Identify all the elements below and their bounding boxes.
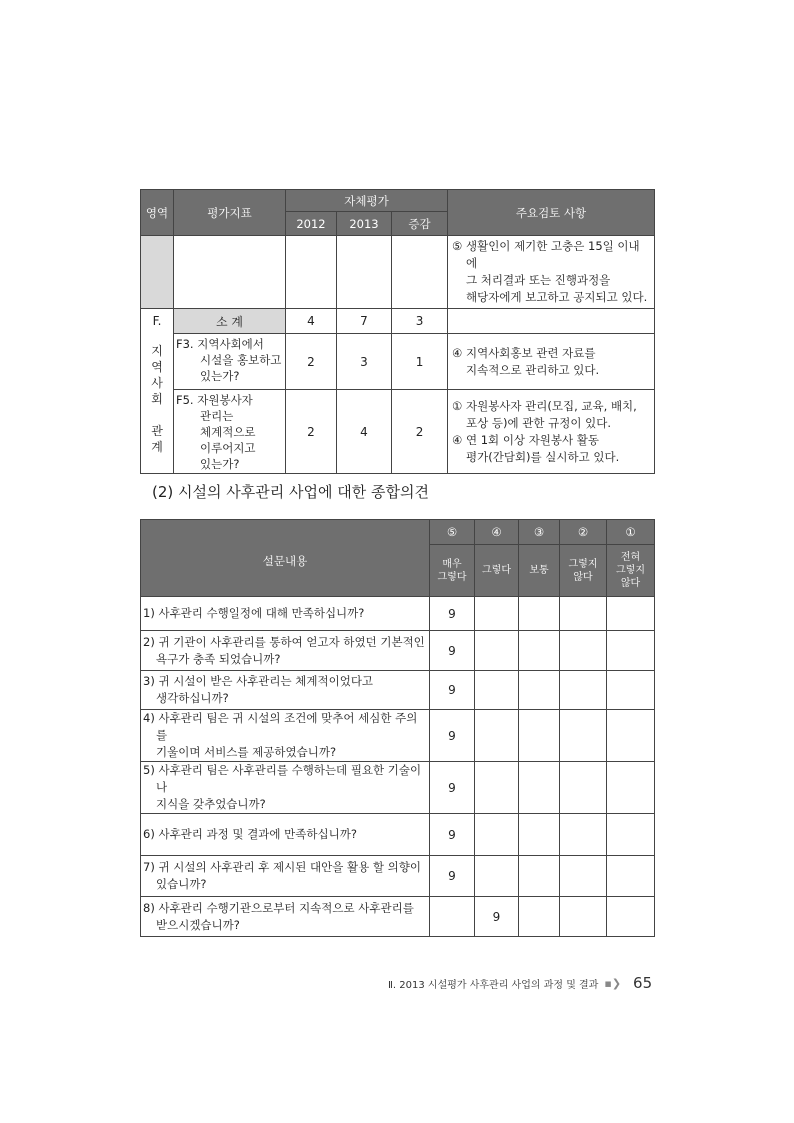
answer-cell: 9 xyxy=(430,631,475,671)
answer-cell xyxy=(519,671,560,710)
survey-table xyxy=(140,519,655,937)
area-name: F. 지 역 사 회 관 계 xyxy=(141,309,174,474)
answer-cell xyxy=(607,597,655,631)
table-row xyxy=(141,597,655,631)
answer-cell xyxy=(475,597,519,631)
evaluation-table xyxy=(140,189,655,474)
answer-cell xyxy=(607,631,655,671)
answer-cell xyxy=(475,671,519,710)
table-row xyxy=(141,631,655,671)
answer-cell: 9 xyxy=(430,597,475,631)
scale-label: 전혀 그렇지 않다 xyxy=(607,545,655,597)
carry-row xyxy=(141,236,655,309)
question-text: 6) 사후관리 과정 및 결과에 만족하십니까? xyxy=(141,814,430,856)
table-row xyxy=(141,671,655,710)
indicator-row: F5. 자원봉사자 관리는 체계적으로 이루어지고 있는가? 2 4 2 ① 자원봉사자 관리(모집, 교육, 배치, 포상 등)에 관한 규정이 있다. ④ 연 1회 이상 자원봉사 활동 평가(간담회)를 실시하고 있다. xyxy=(141,390,655,474)
answer-cell: 9 xyxy=(430,814,475,856)
header-question: 설문내용 xyxy=(141,520,430,597)
question-text: 3) 귀 시설이 받은 사후관리는 체계적이었다고 생각하십니까? xyxy=(141,671,430,710)
answer-cell: 9 xyxy=(430,762,475,814)
footer-text: Ⅱ. 2013 시설평가 사후관리 사업의 과정 및 결과 xyxy=(388,979,599,991)
header-self-eval: 자체평가 xyxy=(286,190,448,212)
answer-cell xyxy=(560,762,607,814)
scale-num: ④ xyxy=(475,520,519,545)
survey-body xyxy=(141,597,655,937)
header-2012: 2012 xyxy=(286,212,337,236)
answer-cell xyxy=(560,710,607,762)
scale-num: ⑤ xyxy=(430,520,475,545)
question-text: 2) 귀 기관이 사후관리를 통하여 얻고자 하였던 기본적인 욕구가 충족 되었습니까? xyxy=(141,631,430,671)
answer-cell xyxy=(519,762,560,814)
remark-cell: ④ 지역사회홍보 관련 자료를 지속적으로 관리하고 있다. xyxy=(448,334,655,390)
subtotal-change: 3 xyxy=(392,309,448,334)
answer-cell: 9 xyxy=(430,710,475,762)
header-remarks: 주요검토 사항 xyxy=(448,190,655,236)
answer-cell xyxy=(607,814,655,856)
answer-cell xyxy=(475,762,519,814)
question-text: 1) 사후관리 수행일정에 대해 만족하십니까? xyxy=(141,597,430,631)
page-footer xyxy=(388,974,652,992)
page-number: 65 xyxy=(633,974,653,992)
answer-cell xyxy=(475,710,519,762)
answer-cell xyxy=(560,897,607,937)
answer-cell xyxy=(475,814,519,856)
question-text: 8) 사후관리 수행기관으로부터 지속적으로 사후관리를 받으시겠습니까? xyxy=(141,897,430,937)
answer-cell xyxy=(607,710,655,762)
remark-cell: ⑤ 생활인이 제기한 고충은 15일 이내에 그 처리결과 또는 진행과정을 해당자에게 보고하고 공지되고 있다. xyxy=(448,236,655,309)
scale-num: ① xyxy=(607,520,655,545)
answer-cell xyxy=(560,631,607,671)
subtotal-2012: 4 xyxy=(286,309,337,334)
chevron-right-icon: ▪❯ xyxy=(604,976,622,990)
scale-label: 매우 그렇다 xyxy=(430,545,475,597)
answer-cell: 9 xyxy=(430,856,475,897)
header-area: 영역 xyxy=(141,190,174,236)
answer-cell xyxy=(607,856,655,897)
area-cell xyxy=(141,236,174,309)
answer-cell xyxy=(519,897,560,937)
table-row xyxy=(141,814,655,856)
section-title: (2) 시설의 사후관리 사업에 대한 종합의견 xyxy=(152,483,429,501)
answer-cell xyxy=(519,597,560,631)
answer-cell xyxy=(475,631,519,671)
table-row xyxy=(141,856,655,897)
answer-cell xyxy=(560,671,607,710)
subtotal-row xyxy=(141,309,655,334)
table-row xyxy=(141,897,655,937)
answer-cell xyxy=(607,762,655,814)
answer-cell xyxy=(519,856,560,897)
table-row xyxy=(141,762,655,814)
remark-cell: ① 자원봉사자 관리(모집, 교육, 배치, 포상 등)에 관한 규정이 있다. ④ 연 1회 이상 자원봉사 활동 평가(간담회)를 실시하고 있다. xyxy=(448,390,655,474)
header-change: 증감 xyxy=(392,212,448,236)
answer-cell xyxy=(475,856,519,897)
scale-num: ③ xyxy=(519,520,560,545)
question-text: 4) 사후관리 팀은 귀 시설의 조건에 맞추어 세심한 주의를 기울이며 서비스를 제공하였습니까? xyxy=(141,710,430,762)
table-row xyxy=(141,710,655,762)
answer-cell xyxy=(430,897,475,937)
answer-cell xyxy=(519,631,560,671)
indicator-cell: F3. 지역사회에서 시설을 홍보하고 있는가? xyxy=(174,334,286,390)
answer-cell xyxy=(607,897,655,937)
scale-num: ② xyxy=(560,520,607,545)
answer-cell xyxy=(519,710,560,762)
scale-label: 그렇지 않다 xyxy=(560,545,607,597)
answer-cell xyxy=(607,671,655,710)
question-text: 7) 귀 시설의 사후관리 후 제시된 대안을 활용 할 의향이 있습니까? xyxy=(141,856,430,897)
answer-cell xyxy=(560,814,607,856)
answer-cell xyxy=(560,856,607,897)
answer-cell xyxy=(519,814,560,856)
answer-cell: 9 xyxy=(430,671,475,710)
indicator-row: F3. 지역사회에서 시설을 홍보하고 있는가? 2 3 1 ④ 지역사회홍보 관련 자료를 지속적으로 관리하고 있다. xyxy=(141,334,655,390)
scale-label: 그렇다 xyxy=(475,545,519,597)
header-indicator: 평가지표 xyxy=(174,190,286,236)
subtotal-label: 소 계 xyxy=(174,309,286,334)
scale-label: 보통 xyxy=(519,545,560,597)
question-text: 5) 사후관리 팀은 사후관리를 수행하는데 필요한 기술이나 지식을 갖추었습니까? xyxy=(141,762,430,814)
answer-cell: 9 xyxy=(475,897,519,937)
header-2013: 2013 xyxy=(337,212,392,236)
subtotal-2013: 7 xyxy=(337,309,392,334)
indicator-cell: F5. 자원봉사자 관리는 체계적으로 이루어지고 있는가? xyxy=(174,390,286,474)
answer-cell xyxy=(560,597,607,631)
